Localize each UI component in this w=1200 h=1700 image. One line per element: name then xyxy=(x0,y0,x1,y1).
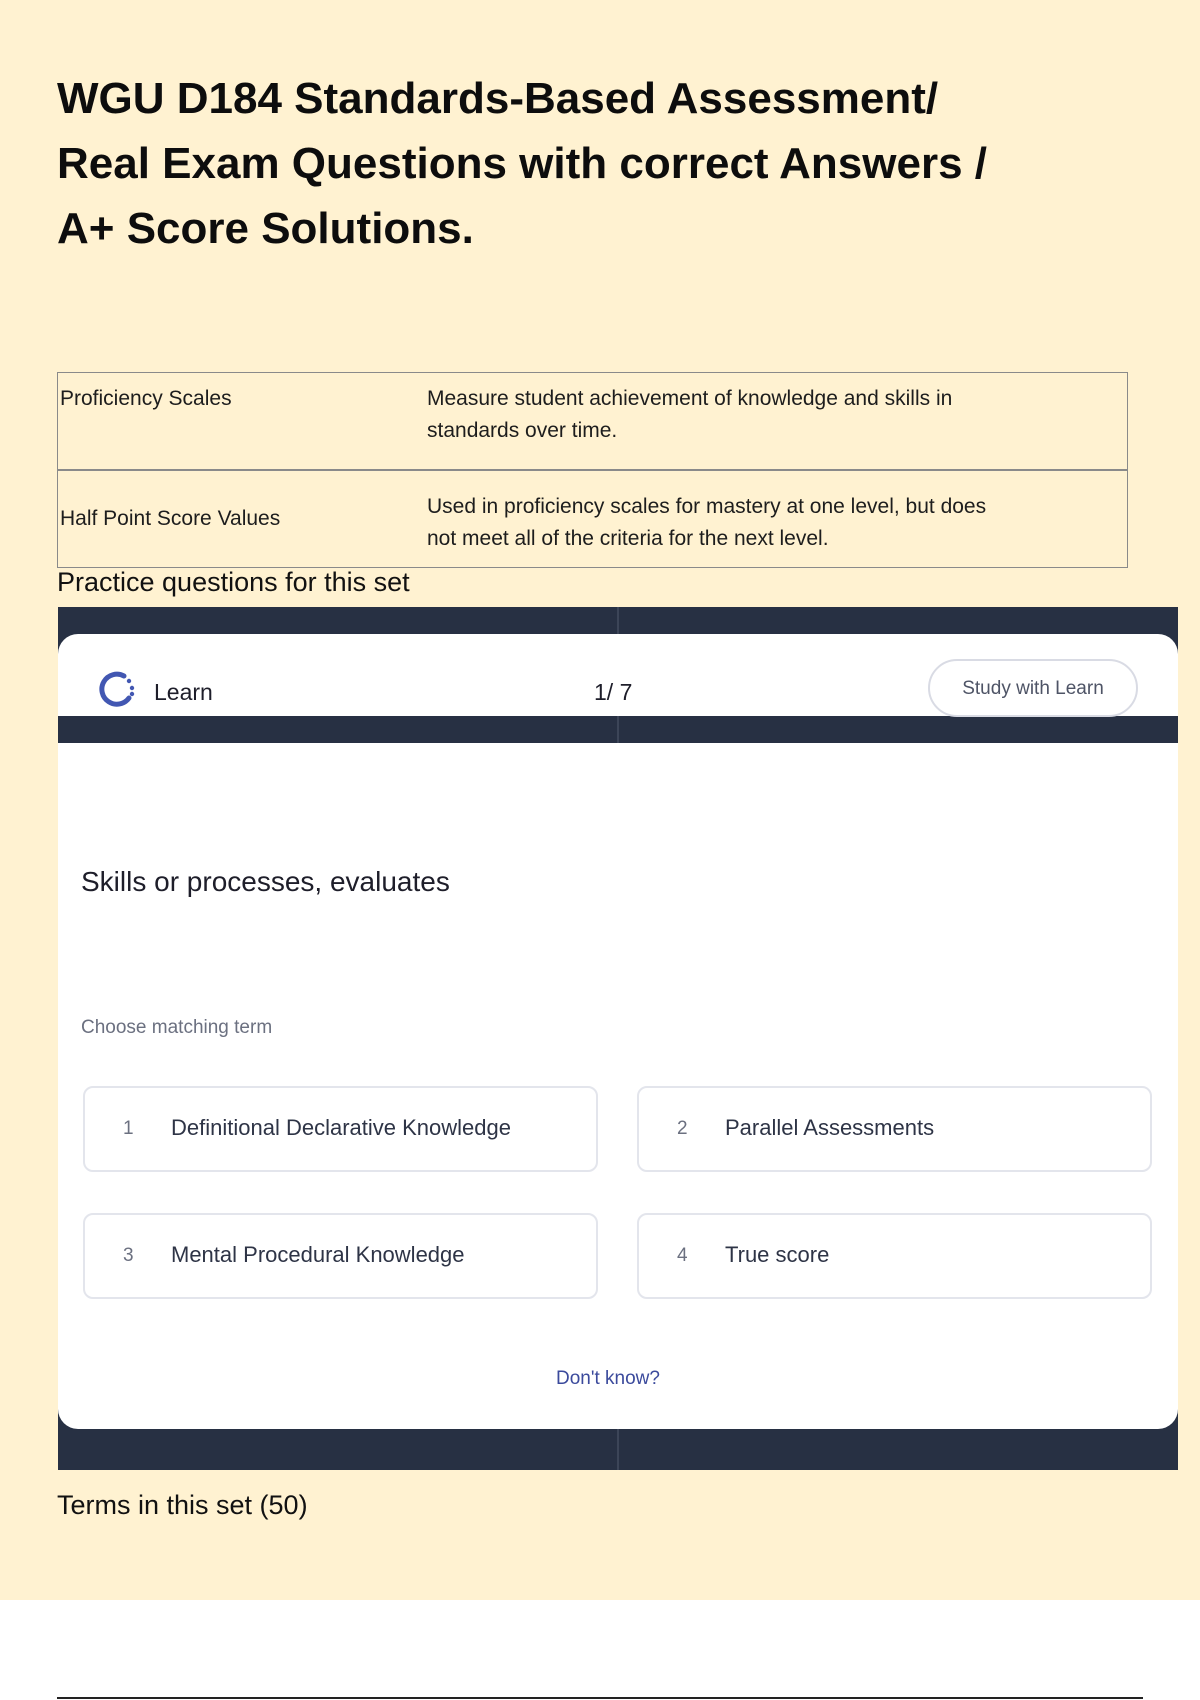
footer-divider xyxy=(57,1697,1143,1699)
question-counter: 1/ 7 xyxy=(594,679,633,705)
learn-mode-label: Learn xyxy=(154,679,213,705)
option-number: 2 xyxy=(677,1118,688,1139)
definition-line: standards over time. xyxy=(427,419,618,442)
title-line-1: WGU D184 Standards-Based Assessment/ xyxy=(57,74,939,123)
title-line-3: A+ Score Solutions. xyxy=(57,204,474,253)
definition-row xyxy=(57,470,1128,568)
definition-line: Used in proficiency scales for mastery at one level, but does xyxy=(427,495,987,518)
definition-text xyxy=(427,383,1047,447)
option-label: True score xyxy=(725,1242,830,1267)
terms-count-heading: Terms in this set (50) xyxy=(57,1490,308,1520)
instruction-text: Choose matching term xyxy=(81,1017,273,1038)
learn-progress-icon xyxy=(96,668,138,710)
definition-row xyxy=(57,372,1128,470)
option-number: 3 xyxy=(123,1245,134,1266)
page-title xyxy=(57,66,1057,261)
dont-know-link[interactable]: Don't know? xyxy=(556,1368,660,1389)
title-line-2: Real Exam Questions with correct Answers / xyxy=(57,139,988,188)
answer-option[interactable] xyxy=(83,1086,598,1172)
answer-option[interactable] xyxy=(83,1213,598,1299)
answer-option[interactable] xyxy=(637,1213,1152,1299)
option-number: 1 xyxy=(123,1118,134,1139)
option-label: Parallel Assessments xyxy=(725,1115,935,1140)
option-label: Definitional Declarative Knowledge xyxy=(171,1115,511,1140)
study-with-learn-button[interactable]: Study with Learn xyxy=(928,659,1138,717)
option-label: Mental Procedural Knowledge xyxy=(171,1242,465,1267)
definition-text xyxy=(427,491,1047,555)
definition-term: Half Point Score Values xyxy=(60,507,281,530)
practice-questions-heading: Practice questions for this set xyxy=(57,567,410,597)
definition-line: not meet all of the criteria for the next level. xyxy=(427,527,829,550)
question-prompt: Skills or processes, evaluates xyxy=(81,866,450,897)
definition-line: Measure student achievement of knowledge and skills in xyxy=(427,387,953,410)
option-number: 4 xyxy=(677,1245,688,1266)
answer-option[interactable] xyxy=(637,1086,1152,1172)
definition-term: Proficiency Scales xyxy=(60,387,232,410)
